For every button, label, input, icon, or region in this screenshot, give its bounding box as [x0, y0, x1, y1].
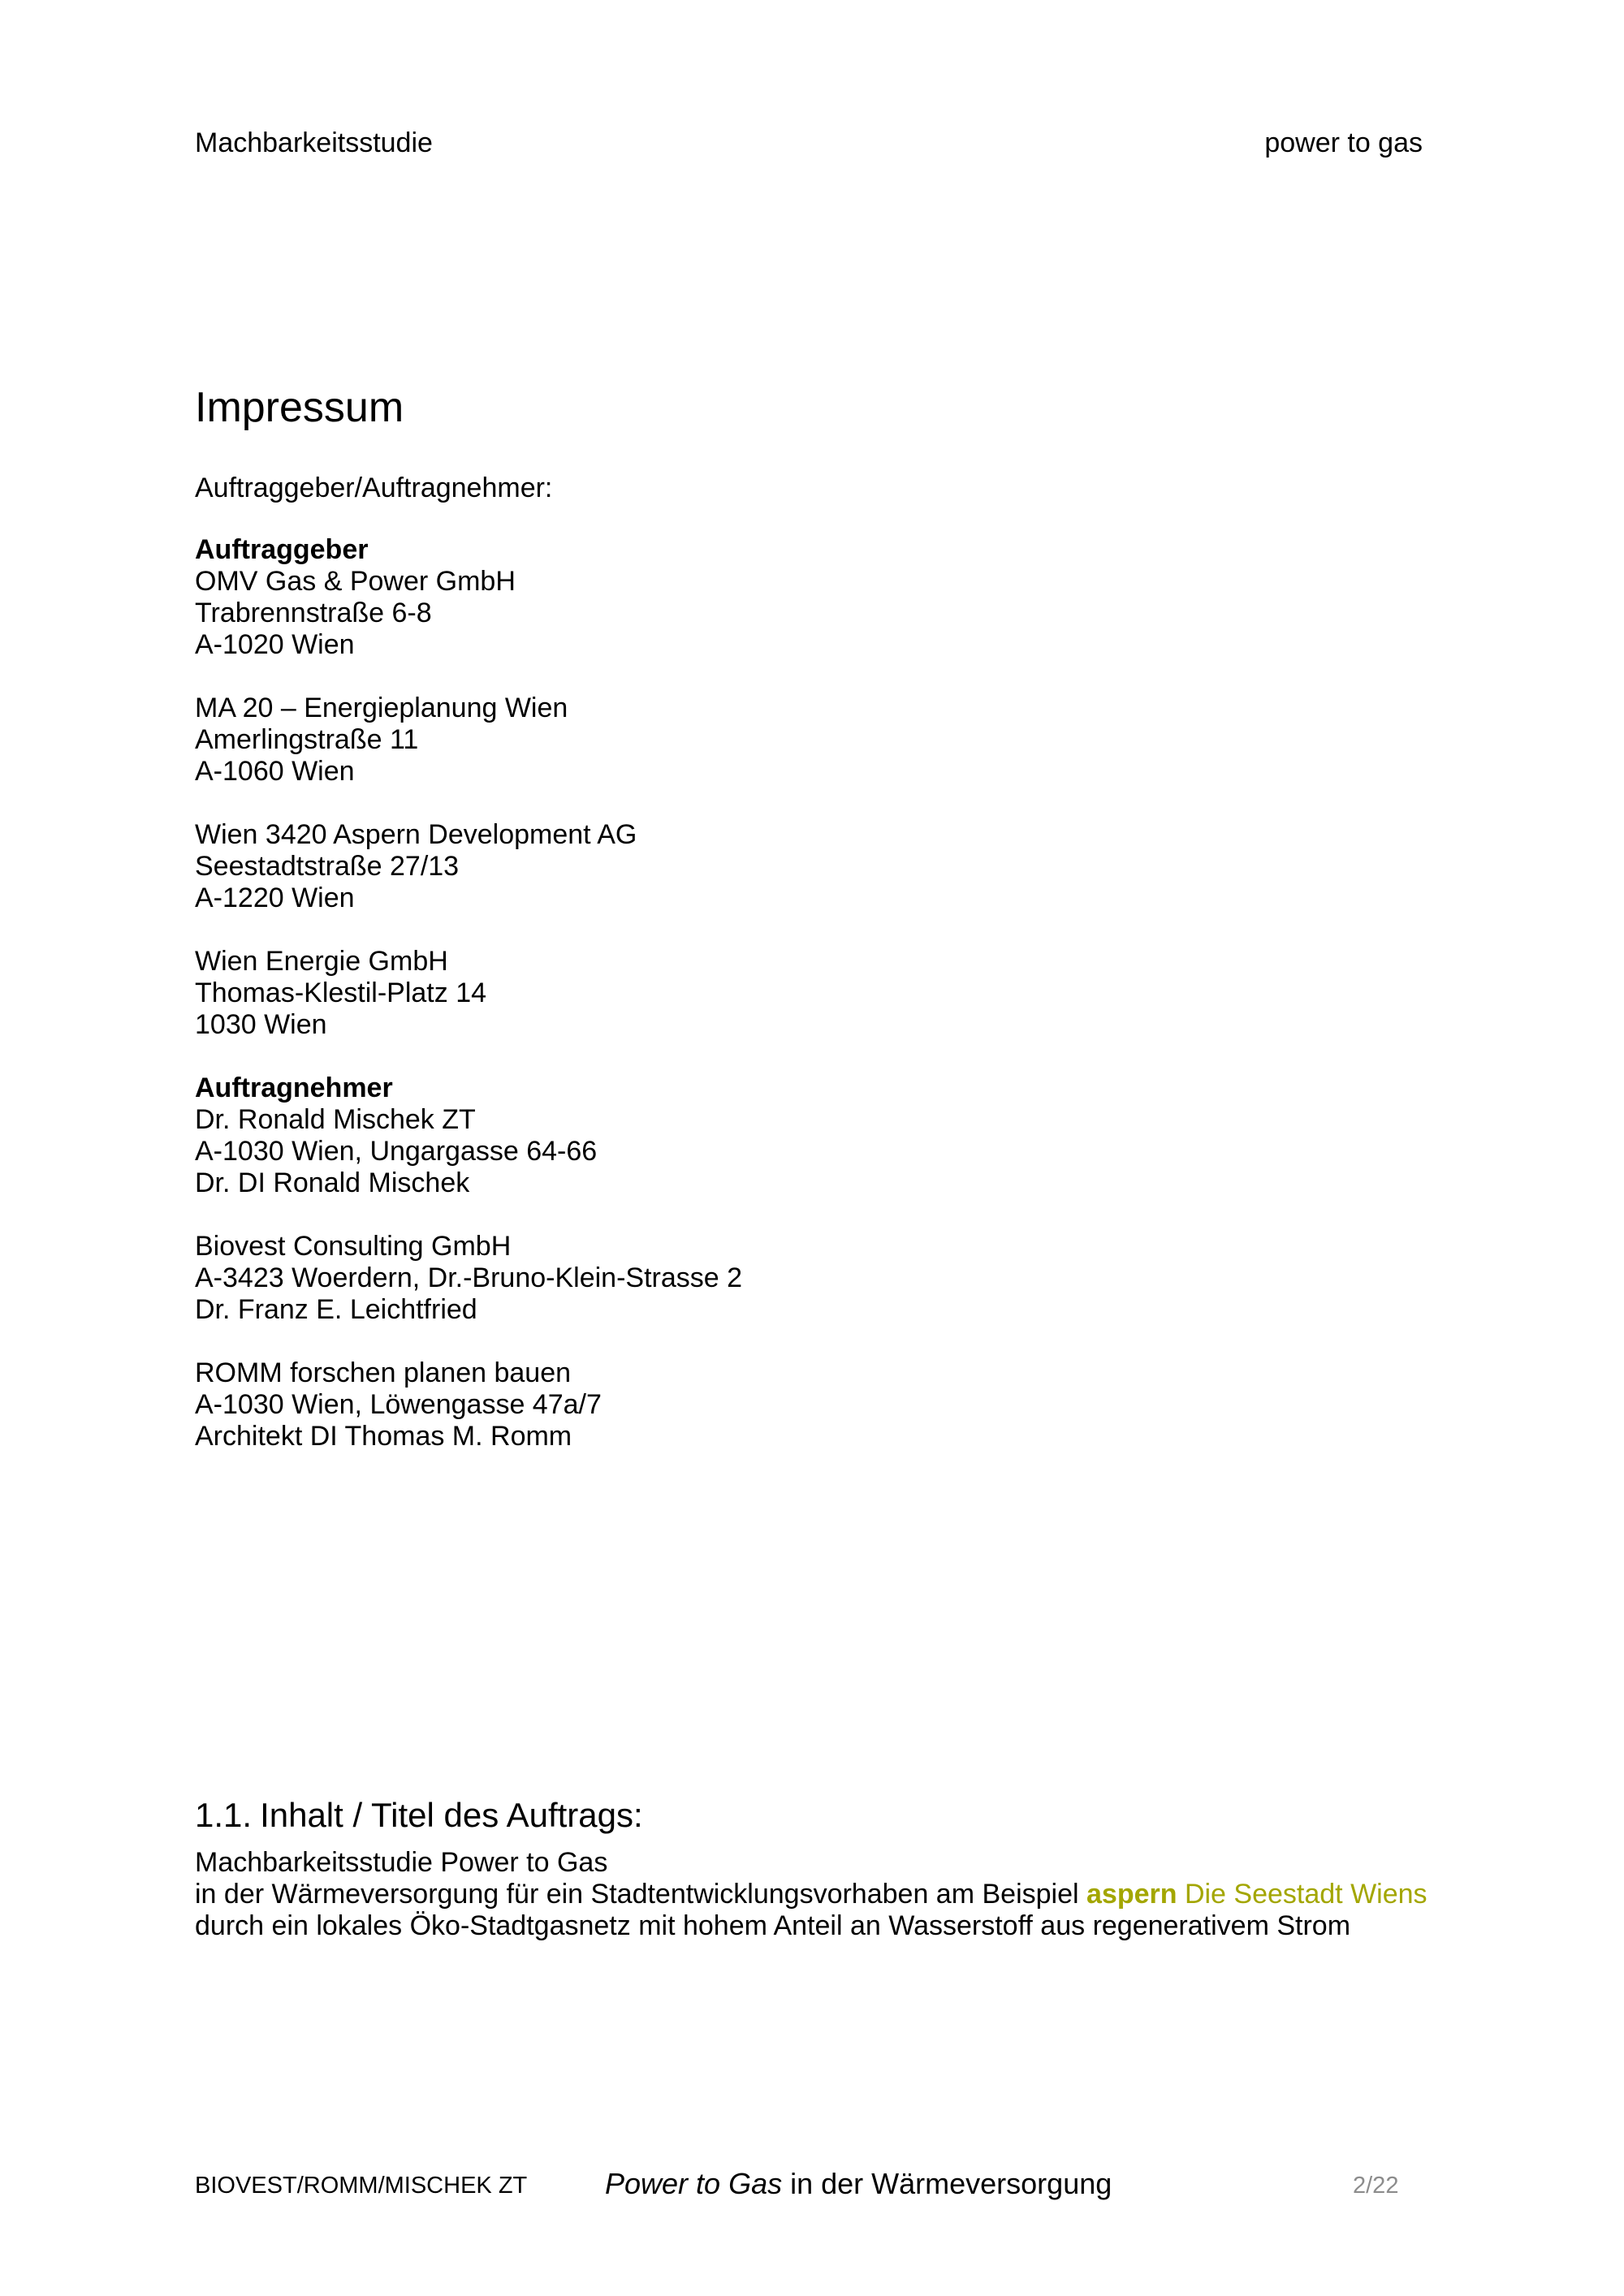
header-left-title: Machbarkeitsstudie [195, 127, 433, 158]
party-address: Trabrennstraße 6-8 [195, 598, 432, 628]
party-address: Amerlingstraße 11 [195, 724, 419, 755]
party-city: A-1060 Wien [195, 756, 355, 787]
section-number: 1.1. [195, 1796, 253, 1834]
party-name: OMV Gas & Power GmbH [195, 566, 516, 597]
footer-title-italic: Power to Gas [605, 2167, 783, 2200]
party-city: A-1220 Wien [195, 883, 355, 913]
seestadt-brand: Die Seestadt Wiens [1177, 1879, 1427, 1910]
party-city: A-1020 Wien [195, 629, 355, 660]
party-name: Biovest Consulting GmbH [195, 1231, 512, 1262]
party-name: Wien 3420 Aspern Development AG [195, 819, 637, 850]
intro-label: Auftraggeber/Auftragnehmer: [195, 473, 553, 503]
party-contact: Dr. DI Ronald Mischek [195, 1167, 470, 1198]
party-contact: Dr. Franz E. Leichtfried [195, 1294, 477, 1325]
party-name: MA 20 – Energieplanung Wien [195, 693, 568, 723]
party-address: Seestadtstraße 27/13 [195, 851, 460, 882]
section-line-2 [195, 1879, 1427, 1910]
auftraggeber-block-4 [195, 946, 742, 1041]
parties-list [195, 534, 742, 1484]
auftraggeber-block-3 [195, 819, 742, 914]
section-line-2-text: in der Wärmeversorgung für ein Stadtentwicklungsvorhaben am Beispiel [195, 1879, 1086, 1910]
section-line-3: durch ein lokales Öko-Stadtgasnetz mit hohem Anteil an Wasserstoff aus regenerativem Strom [195, 1910, 1351, 1941]
auftraggeber-block-1 [195, 534, 742, 661]
auftragnehmer-heading: Auftragnehmer [195, 1072, 393, 1103]
section-body [195, 1847, 1427, 1942]
auftragnehmer-block-1 [195, 1072, 742, 1199]
party-address: Thomas-Klestil-Platz 14 [195, 978, 487, 1008]
header-right-title: power to gas [1264, 127, 1423, 158]
party-name: ROMM forschen planen bauen [195, 1357, 572, 1388]
page-title: Impressum [195, 384, 404, 431]
footer-title-rest: in der Wärmeversorgung [782, 2167, 1112, 2200]
page-number: 2/22 [1353, 2173, 1399, 2199]
party-address: A-1030 Wien, Löwengasse 47a/7 [195, 1389, 602, 1420]
party-address: A-1030 Wien, Ungargasse 64-66 [195, 1136, 598, 1167]
auftraggeber-block-2 [195, 693, 742, 788]
auftragnehmer-block-2 [195, 1231, 742, 1326]
party-contact: Architekt DI Thomas M. Romm [195, 1421, 572, 1452]
auftraggeber-heading: Auftraggeber [195, 534, 369, 565]
footer-authors: BIOVEST/ROMM/MISCHEK ZT [195, 2173, 528, 2199]
section-line-1: Machbarkeitsstudie Power to Gas [195, 1847, 608, 1878]
party-address: A-3423 Woerdern, Dr.-Bruno-Klein-Strasse 2 [195, 1262, 743, 1293]
party-city: 1030 Wien [195, 1009, 327, 1040]
auftragnehmer-block-3 [195, 1357, 742, 1452]
footer-title [605, 2167, 1112, 2201]
party-name: Wien Energie GmbH [195, 946, 448, 977]
aspern-brand: aspern [1086, 1879, 1177, 1910]
party-name: Dr. Ronald Mischek ZT [195, 1104, 476, 1135]
section-heading [195, 1796, 643, 1835]
section-heading-text: Inhalt / Titel des Auftrags: [260, 1796, 643, 1834]
